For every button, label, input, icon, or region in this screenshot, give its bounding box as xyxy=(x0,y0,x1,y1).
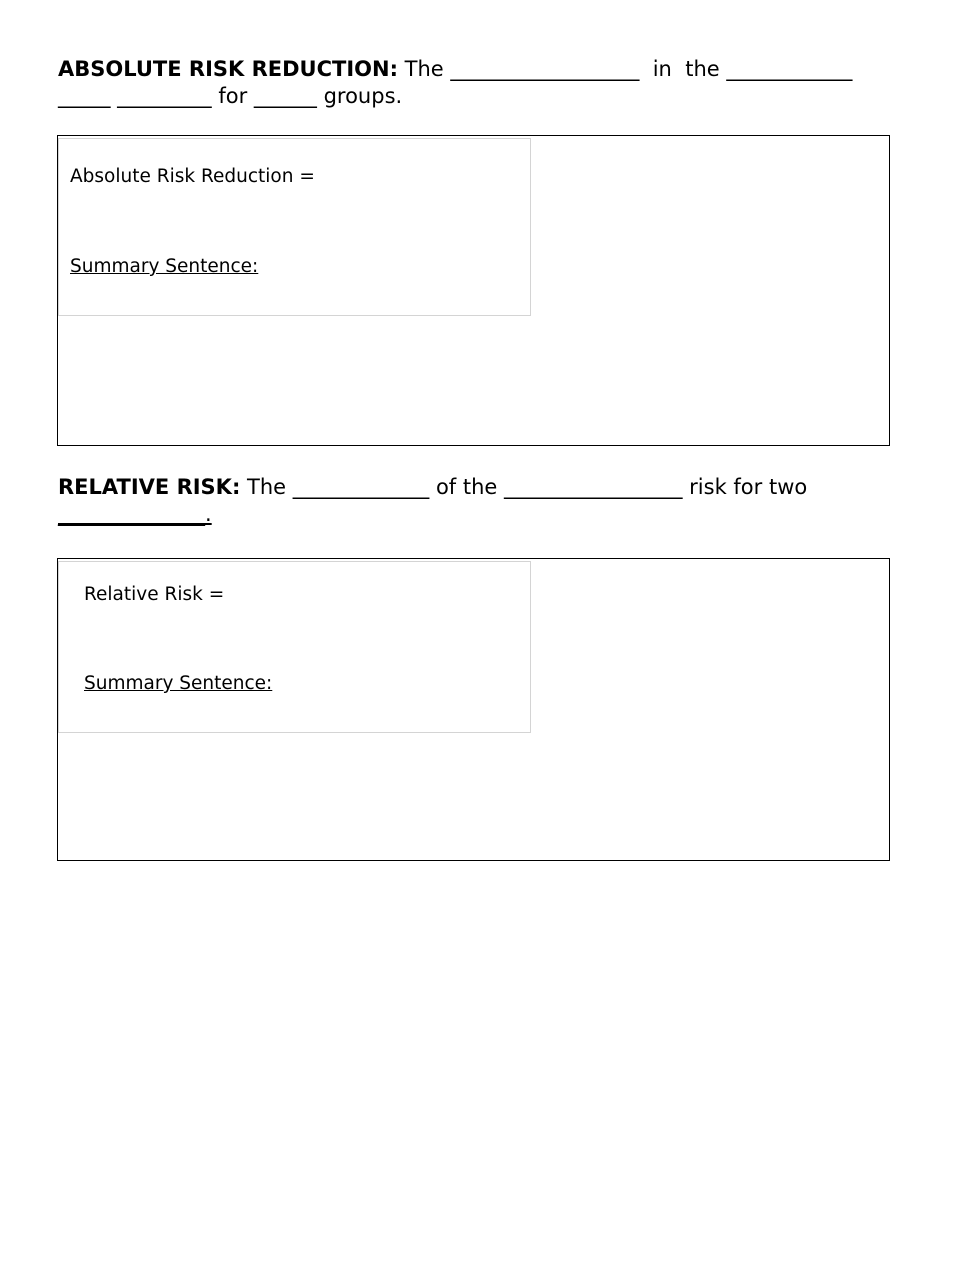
rr-definition-line2: ______________. xyxy=(58,502,212,526)
rr-definition xyxy=(58,474,928,528)
rr-answer-box[interactable] xyxy=(57,558,890,861)
arr-term: ABSOLUTE RISK REDUCTION: xyxy=(58,57,398,81)
arr-definition xyxy=(58,56,928,110)
rr-inner-box xyxy=(58,561,531,733)
rr-summary-label: Summary Sentence: xyxy=(84,673,273,694)
arr-answer-box[interactable] xyxy=(57,135,890,446)
arr-summary-label: Summary Sentence: xyxy=(70,256,259,277)
arr-formula-label: Absolute Risk Reduction = xyxy=(70,166,315,187)
arr-definition-line2: _____ _________ for ______ groups. xyxy=(58,84,403,108)
arr-definition-line1: The __________________ in the ____________ xyxy=(397,57,853,81)
arr-inner-box xyxy=(58,138,531,316)
rr-definition-line1: The _____________ of the _________________ risk for two xyxy=(240,475,808,499)
rr-term: RELATIVE RISK: xyxy=(58,475,241,499)
rr-formula-label: Relative Risk = xyxy=(84,584,225,605)
